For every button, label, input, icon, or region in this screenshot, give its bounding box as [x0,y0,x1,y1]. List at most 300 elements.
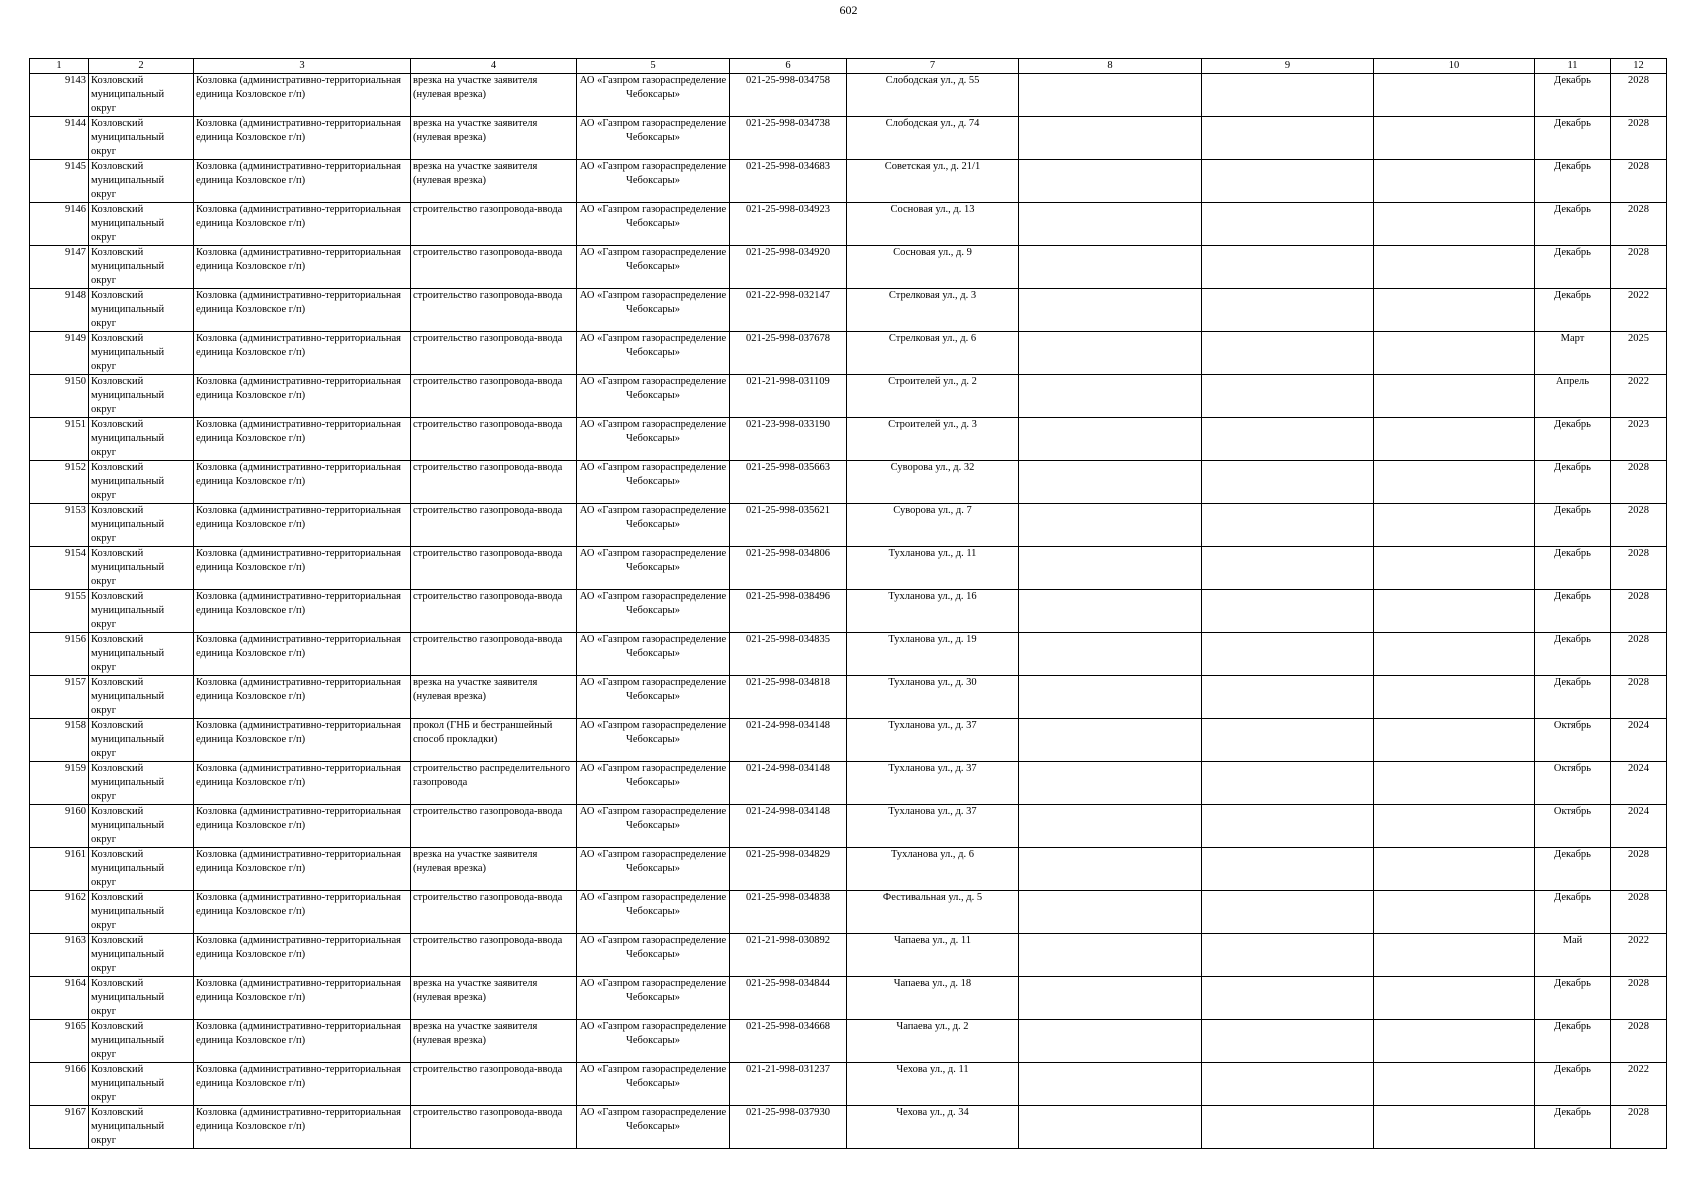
cell-column-8 [1019,891,1202,934]
column-header-2: 2 [89,59,194,74]
cell-address [847,332,1019,375]
cell-month [1535,117,1611,160]
cell-application-code-text: 021-24-998-034148 [746,720,830,731]
cell-row-number-text: 9163 [65,935,86,946]
cell-organization [577,762,730,805]
cell-year-text: 2024 [1628,720,1649,731]
cell-locality [194,977,411,1020]
column-header-1: 1 [30,59,89,74]
cell-column-9 [1202,289,1374,332]
cell-application-code-text: 021-25-998-034923 [746,204,830,215]
cell-column-9-text [1204,504,1371,545]
cell-column-9 [1202,891,1374,934]
cell-locality-text: Козловка (административно-территориальная единица Козловское г/п) [196,1107,401,1132]
cell-district-text: Козловский муниципальный округ [91,763,165,802]
cell-application-code-text: 021-25-998-035663 [746,462,830,473]
cell-year-text: 2022 [1628,1064,1649,1075]
cell-application-code [730,762,847,805]
cell-district [89,1020,194,1063]
cell-column-10 [1374,805,1535,848]
cell-column-8-text [1021,805,1199,846]
cell-row-number-text: 9152 [65,462,86,473]
cell-column-9-text [1204,289,1371,330]
cell-work-type [411,203,577,246]
cell-locality [194,461,411,504]
cell-address [847,160,1019,203]
cell-year [1611,805,1667,848]
cell-column-10-text [1376,762,1532,803]
cell-year [1611,203,1667,246]
cell-application-code-text: 021-25-998-034838 [746,892,830,903]
cell-application-code-text: 021-25-998-034683 [746,161,830,172]
cell-locality [194,547,411,590]
cell-application-code [730,719,847,762]
cell-work-type [411,246,577,289]
cell-column-8-text [1021,375,1199,416]
cell-locality-text: Козловка (административно-территориальная единица Козловское г/п) [196,75,401,100]
cell-row-number [30,633,89,676]
cell-district-text: Козловский муниципальный округ [91,290,165,329]
cell-column-9 [1202,676,1374,719]
cell-month [1535,762,1611,805]
cell-work-type-text: строительство газопровода-ввода [413,634,563,645]
cell-work-type [411,117,577,160]
cell-application-code [730,461,847,504]
cell-year-text: 2023 [1628,419,1649,430]
cell-district [89,719,194,762]
cell-application-code-text: 021-24-998-034148 [746,763,830,774]
cell-column-9-text [1204,117,1371,158]
cell-work-type [411,590,577,633]
column-header-6: 6 [730,59,847,74]
cell-organization-text: АО «Газпром газораспределение Чебоксары» [579,548,727,573]
cell-organization [577,504,730,547]
cell-organization-text: АО «Газпром газораспределение Чебоксары» [579,1107,727,1132]
cell-row-number [30,590,89,633]
cell-locality [194,289,411,332]
cell-organization [577,547,730,590]
cell-application-code-text: 021-25-998-034668 [746,1021,830,1032]
cell-month [1535,289,1611,332]
cell-district [89,676,194,719]
cell-district-text: Козловский муниципальный округ [91,1021,165,1060]
cell-column-8 [1019,934,1202,977]
cell-year [1611,934,1667,977]
cell-work-type [411,547,577,590]
cell-column-8-text [1021,504,1199,545]
cell-column-10 [1374,891,1535,934]
cell-month [1535,805,1611,848]
cell-year-text: 2024 [1628,806,1649,817]
cell-application-code-text: 021-21-998-031237 [746,1064,830,1075]
cell-application-code-text: 021-24-998-034148 [746,806,830,817]
cell-month-text: Декабрь [1554,591,1591,602]
cell-address [847,418,1019,461]
cell-row-number-text: 9144 [65,118,86,129]
cell-work-type [411,676,577,719]
cell-district-text: Козловский муниципальный округ [91,505,165,544]
cell-organization-text: АО «Газпром газораспределение Чебоксары» [579,677,727,702]
cell-column-9 [1202,117,1374,160]
cell-month-text: Декабрь [1554,978,1591,989]
cell-work-type-text: строительство газопровода-ввода [413,1107,563,1118]
cell-row-number [30,461,89,504]
cell-row-number [30,762,89,805]
cell-month [1535,977,1611,1020]
cell-organization-text: АО «Газпром газораспределение Чебоксары» [579,763,727,788]
cell-row-number-text: 9147 [65,247,86,258]
cell-locality-text: Козловка (административно-территориальная единица Козловское г/п) [196,677,401,702]
cell-column-8-text [1021,1020,1199,1061]
cell-address [847,1020,1019,1063]
cell-locality-text: Козловка (административно-территориальная единица Козловское г/п) [196,419,401,444]
cell-address-text: Тухланова ул., д. 37 [888,763,977,774]
cell-column-9-text [1204,1063,1371,1104]
cell-column-10-text [1376,160,1532,201]
cell-column-8 [1019,719,1202,762]
cell-organization [577,1020,730,1063]
cell-address [847,289,1019,332]
cell-year-text: 2028 [1628,505,1649,516]
cell-month-text: Декабрь [1554,247,1591,258]
cell-district-text: Козловский муниципальный округ [91,1064,165,1103]
cell-column-10-text [1376,891,1532,932]
cell-column-9-text [1204,547,1371,588]
cell-district [89,547,194,590]
cell-column-9 [1202,1106,1374,1149]
cell-address-text: Суворова ул., д. 7 [893,505,972,516]
cell-address-text: Чехова ул., д. 34 [896,1107,969,1118]
table-row [30,504,1667,547]
cell-address-text: Тухланова ул., д. 19 [888,634,977,645]
cell-application-code [730,1020,847,1063]
cell-year [1611,1020,1667,1063]
cell-work-type-text: строительство распределительного газопровода [413,763,571,788]
cell-locality-text: Козловка (административно-территориальная единица Козловское г/п) [196,462,401,487]
cell-month [1535,461,1611,504]
cell-column-9 [1202,504,1374,547]
cell-work-type [411,1106,577,1149]
cell-column-9 [1202,461,1374,504]
table-row [30,332,1667,375]
header-row [30,59,1667,74]
cell-locality [194,74,411,117]
cell-column-8-text [1021,246,1199,287]
column-header-9: 9 [1202,59,1374,74]
cell-column-8 [1019,1106,1202,1149]
cell-organization-text: АО «Газпром газораспределение Чебоксары» [579,376,727,401]
cell-address [847,547,1019,590]
cell-locality [194,418,411,461]
cell-row-number-text: 9165 [65,1021,86,1032]
cell-column-10-text [1376,1063,1532,1104]
cell-row-number-text: 9156 [65,634,86,645]
cell-row-number-text: 9154 [65,548,86,559]
cell-row-number [30,977,89,1020]
cell-month-text: Декабрь [1554,290,1591,301]
cell-column-8 [1019,977,1202,1020]
column-header-4: 4 [411,59,577,74]
gasification-registry-table [29,58,1667,1149]
cell-work-type [411,848,577,891]
cell-column-10-text [1376,74,1532,115]
cell-organization [577,719,730,762]
cell-application-code [730,1063,847,1106]
cell-district [89,74,194,117]
table-row [30,160,1667,203]
cell-work-type-text: врезка на участке заявителя (нулевая врезка) [413,118,538,143]
cell-row-number-text: 9162 [65,892,86,903]
cell-locality-text: Козловка (административно-территориальная единица Козловское г/п) [196,978,401,1003]
cell-year-text: 2028 [1628,978,1649,989]
cell-organization [577,203,730,246]
cell-year-text: 2022 [1628,290,1649,301]
cell-year-text: 2028 [1628,462,1649,473]
cell-locality [194,203,411,246]
cell-column-8 [1019,547,1202,590]
cell-column-9 [1202,1020,1374,1063]
cell-year [1611,1106,1667,1149]
cell-column-10 [1374,547,1535,590]
cell-address-text: Суворова ул., д. 32 [890,462,975,473]
cell-district-text: Козловский муниципальный округ [91,978,165,1017]
table-row [30,676,1667,719]
cell-year [1611,418,1667,461]
cell-application-code [730,504,847,547]
cell-locality-text: Козловка (административно-территориальная единица Козловское г/п) [196,118,401,143]
cell-locality [194,160,411,203]
cell-column-9-text [1204,848,1371,889]
cell-column-9 [1202,74,1374,117]
cell-work-type-text: строительство газопровода-ввода [413,1064,563,1075]
cell-column-10 [1374,418,1535,461]
cell-month [1535,547,1611,590]
cell-year-text: 2025 [1628,333,1649,344]
cell-work-type [411,633,577,676]
cell-address-text: Чапаева ул., д. 11 [894,935,971,946]
cell-month-text: Декабрь [1554,634,1591,645]
cell-organization [577,848,730,891]
cell-locality [194,891,411,934]
cell-column-9 [1202,203,1374,246]
cell-district-text: Козловский муниципальный округ [91,548,165,587]
cell-month-text: Май [1562,935,1583,946]
cell-year [1611,676,1667,719]
cell-locality [194,1063,411,1106]
cell-work-type-text: врезка на участке заявителя (нулевая врезка) [413,75,538,100]
cell-month [1535,74,1611,117]
cell-month [1535,203,1611,246]
cell-organization-text: АО «Газпром газораспределение Чебоксары» [579,978,727,1003]
cell-address [847,848,1019,891]
cell-month-text: Декабрь [1554,892,1591,903]
column-header-10: 10 [1374,59,1535,74]
cell-work-type [411,375,577,418]
cell-column-8 [1019,289,1202,332]
cell-row-number [30,1020,89,1063]
cell-row-number [30,805,89,848]
cell-application-code [730,289,847,332]
cell-address-text: Советская ул., д. 21/1 [884,161,981,172]
cell-column-10-text [1376,547,1532,588]
cell-work-type [411,74,577,117]
cell-address [847,590,1019,633]
cell-district-text: Козловский муниципальный округ [91,462,165,501]
cell-month [1535,891,1611,934]
cell-year [1611,547,1667,590]
cell-organization-text: АО «Газпром газораспределение Чебоксары» [579,720,727,745]
cell-work-type [411,289,577,332]
cell-organization-text: АО «Газпром газораспределение Чебоксары» [579,505,727,530]
cell-column-8-text [1021,418,1199,459]
cell-district [89,762,194,805]
cell-column-8 [1019,160,1202,203]
cell-column-9 [1202,418,1374,461]
cell-column-10-text [1376,590,1532,631]
cell-organization [577,1106,730,1149]
cell-work-type [411,762,577,805]
cell-column-8-text [1021,461,1199,502]
cell-locality [194,1020,411,1063]
cell-district-text: Козловский муниципальный округ [91,634,165,673]
cell-row-number [30,719,89,762]
cell-row-number [30,504,89,547]
cell-organization [577,633,730,676]
cell-column-9-text [1204,633,1371,674]
cell-month-text: Декабрь [1554,1107,1591,1118]
cell-row-number [30,547,89,590]
cell-column-8-text [1021,547,1199,588]
cell-work-type [411,332,577,375]
cell-locality [194,762,411,805]
cell-district [89,203,194,246]
cell-organization [577,289,730,332]
table-row [30,547,1667,590]
cell-locality [194,332,411,375]
cell-locality-text: Козловка (административно-территориальная единица Козловское г/п) [196,204,401,229]
cell-column-9-text [1204,977,1371,1018]
cell-year-text: 2022 [1628,935,1649,946]
cell-organization-text: АО «Газпром газораспределение Чебоксары» [579,462,727,487]
cell-column-10-text [1376,977,1532,1018]
cell-organization [577,246,730,289]
cell-address-text: Тухланова ул., д. 6 [890,849,974,860]
table-row [30,590,1667,633]
cell-locality [194,375,411,418]
cell-year-text: 2028 [1628,161,1649,172]
cell-work-type [411,805,577,848]
cell-address [847,117,1019,160]
cell-locality-text: Козловка (административно-территориальная единица Козловское г/п) [196,634,401,659]
cell-year [1611,977,1667,1020]
cell-month [1535,590,1611,633]
cell-year [1611,719,1667,762]
cell-work-type [411,1020,577,1063]
cell-work-type [411,719,577,762]
cell-locality [194,719,411,762]
cell-work-type-text: строительство газопровода-ввода [413,462,563,473]
cell-column-10 [1374,375,1535,418]
cell-column-10 [1374,504,1535,547]
cell-month [1535,934,1611,977]
cell-column-8-text [1021,160,1199,201]
cell-month [1535,848,1611,891]
cell-row-number-text: 9149 [65,333,86,344]
cell-locality [194,934,411,977]
cell-address-text: Чапаева ул., д. 18 [893,978,972,989]
cell-column-10 [1374,203,1535,246]
table-row [30,633,1667,676]
cell-organization-text: АО «Газпром газораспределение Чебоксары» [579,204,727,229]
cell-column-9-text [1204,203,1371,244]
cell-application-code [730,160,847,203]
cell-column-10 [1374,332,1535,375]
cell-district [89,633,194,676]
cell-address [847,891,1019,934]
cell-year [1611,160,1667,203]
cell-organization [577,74,730,117]
cell-district-text: Козловский муниципальный округ [91,1107,165,1146]
cell-column-9-text [1204,246,1371,287]
cell-address [847,504,1019,547]
cell-address-text: Фестивальная ул., д. 5 [882,892,983,903]
cell-column-8 [1019,1063,1202,1106]
cell-application-code-text: 021-25-998-034738 [746,118,830,129]
cell-organization-text: АО «Газпром газораспределение Чебоксары» [579,806,727,831]
cell-organization [577,590,730,633]
cell-column-9-text [1204,160,1371,201]
cell-column-10 [1374,590,1535,633]
cell-column-8 [1019,74,1202,117]
cell-organization-text: АО «Газпром газораспределение Чебоксары» [579,290,727,315]
cell-column-8 [1019,633,1202,676]
table-row [30,117,1667,160]
cell-column-9 [1202,332,1374,375]
cell-column-9-text [1204,762,1371,803]
cell-column-10-text [1376,461,1532,502]
cell-district [89,375,194,418]
cell-row-number-text: 9159 [65,763,86,774]
cell-year [1611,1063,1667,1106]
cell-work-type-text: строительство газопровода-ввода [413,505,563,516]
cell-organization [577,418,730,461]
cell-locality-text: Козловка (административно-территориальная единица Козловское г/п) [196,548,401,573]
cell-year [1611,891,1667,934]
cell-locality [194,848,411,891]
cell-application-code [730,676,847,719]
table-row [30,418,1667,461]
cell-district [89,246,194,289]
cell-row-number [30,332,89,375]
table-row [30,805,1667,848]
cell-application-code-text: 021-21-998-030892 [746,935,830,946]
cell-application-code-text: 021-21-998-031109 [746,376,830,387]
cell-column-10-text [1376,332,1532,373]
cell-locality [194,246,411,289]
cell-district-text: Козловский муниципальный округ [91,849,165,888]
cell-work-type [411,461,577,504]
cell-row-number [30,246,89,289]
cell-work-type-text: строительство газопровода-ввода [413,548,563,559]
cell-district [89,418,194,461]
cell-locality [194,676,411,719]
column-header-8: 8 [1019,59,1202,74]
cell-row-number [30,289,89,332]
cell-district-text: Козловский муниципальный округ [91,247,165,286]
cell-row-number [30,891,89,934]
cell-row-number-text: 9151 [65,419,86,430]
cell-organization-text: АО «Газпром газораспределение Чебоксары» [579,1064,727,1089]
